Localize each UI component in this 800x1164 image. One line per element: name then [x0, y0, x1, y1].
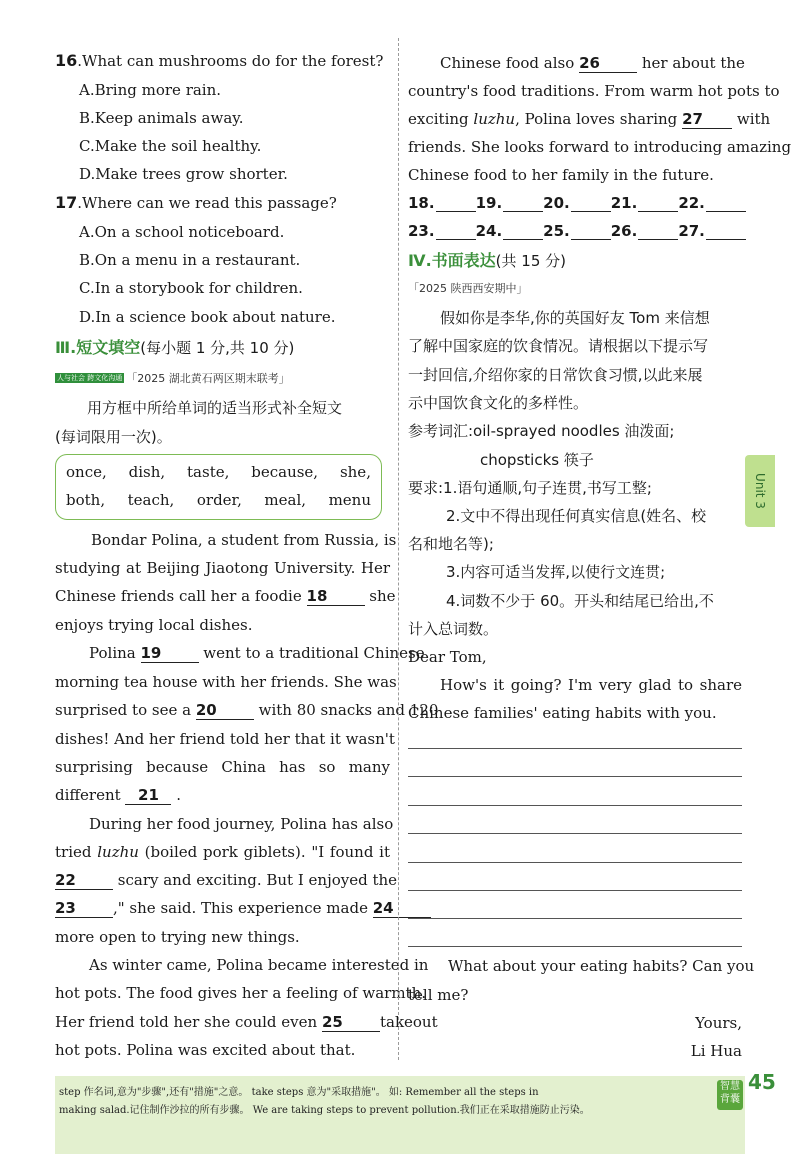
writing-line[interactable]: [408, 748, 742, 749]
writing-line[interactable]: [408, 918, 742, 919]
requirement-line: 4.词数不少于 60。开头和结尾已给出,不: [446, 592, 714, 610]
blank-25[interactable]: 25: [322, 1013, 380, 1032]
word: meal,: [264, 491, 307, 509]
instruction-line2: (每词限用一次)。: [55, 428, 172, 446]
letter-closing: tell me?: [408, 986, 469, 1004]
requirement-line: 要求:1.语句通顺,句子连贯,书写工整;: [408, 479, 652, 497]
section3-source: 「2025 湖北黄石两区期末联考」: [126, 372, 290, 385]
passage-line: dishes! And her friend told her that it wasn't: [55, 730, 395, 748]
writing-line[interactable]: [408, 890, 742, 891]
answer-cell[interactable]: 19.: [476, 194, 544, 212]
word: taste,: [187, 463, 230, 481]
question-number: 16: [55, 51, 78, 70]
word: teach,: [127, 491, 175, 509]
answer-cell[interactable]: 22.: [678, 194, 746, 212]
letter-sign-off: Yours,: [695, 1014, 742, 1032]
passage-line: 23 ," she said. This experience made 24: [55, 897, 390, 919]
blank-20[interactable]: 20: [196, 701, 254, 720]
passage-line: 22 scary and exciting. But I enjoyed the: [55, 871, 398, 889]
writing-line[interactable]: [408, 946, 742, 947]
passage-line: exciting luzhu, Polina loves sharing 27 with: [408, 110, 771, 128]
letter-opening: How's it going? I'm very glad to share: [440, 676, 742, 694]
prompt-line: 了解中国家庭的饮食情况。请根据以下提示写: [408, 337, 709, 355]
passage-line: As winter came, Polina became interested in: [89, 956, 429, 974]
word: both,: [66, 491, 106, 509]
word-row-2: [66, 491, 371, 509]
passage-line: Bondar Polina, a student from Russia, is: [91, 531, 397, 549]
passage-line: Her friend told her she could even 25 takeout: [55, 1013, 438, 1031]
passage-line: surprised to see a 20 with 80 snacks and 120: [55, 701, 439, 719]
section3-source-line: [55, 366, 290, 390]
topic-badge: 人与社会 跨文化沟通: [57, 374, 123, 382]
answer-cell[interactable]: 24.: [476, 222, 544, 240]
passage-line: different 21 .: [55, 786, 182, 804]
passage-line: During her food journey, Polina has also: [89, 815, 394, 833]
option-d: D.In a science book about nature.: [79, 308, 336, 326]
option-c: C.Make the soil healthy.: [79, 137, 262, 155]
page-number: 45: [748, 1070, 776, 1094]
answer-cell[interactable]: 26.: [611, 222, 679, 240]
prompt-line: 一封回信,介绍你家的日常饮食习惯,以此来展: [408, 366, 703, 384]
option-b: B.Keep animals away.: [79, 109, 244, 127]
footer-tip: [55, 1076, 745, 1154]
passage-line: Polina 19 went to a traditional Chinese: [89, 644, 425, 662]
question-16: [55, 50, 383, 72]
section3-title: Ⅲ.短文填空: [55, 338, 141, 357]
section4-heading: [408, 250, 566, 272]
passage-line: hot pots. Polina was excited about that.: [55, 1041, 356, 1059]
word: because,: [251, 463, 319, 481]
blank-27[interactable]: 27: [682, 110, 732, 129]
letter-closing: What about your eating habits? Can you: [448, 957, 755, 975]
requirement-line: 2.文中不得出现任何真实信息(姓名、校: [446, 507, 707, 525]
blank-24[interactable]: 24: [373, 899, 431, 918]
passage-line: Chinese food to her family in the future.: [408, 166, 714, 184]
blank-23[interactable]: 23: [55, 899, 113, 918]
word: dish,: [128, 463, 166, 481]
passage-line: Chinese food also 26 her about the: [440, 54, 745, 72]
letter-opening: Chinese families' eating habits with you.: [408, 704, 717, 722]
writing-line[interactable]: [408, 862, 742, 863]
section4-points: (共 15 分): [495, 252, 566, 270]
prompt-line: 示中国饮食文化的多样性。: [408, 394, 589, 412]
unit-tab[interactable]: [745, 455, 775, 527]
vocab-line: chopsticks 筷子: [480, 451, 594, 469]
blank-19[interactable]: 19: [141, 644, 199, 663]
blank-26[interactable]: 26: [579, 54, 637, 73]
footer-line: step 作名词,意为"步骤",还有"措施"之意。 take steps 意为"采取措施"。 如: Remember all the steps in: [59, 1087, 539, 1098]
section4-source: 「2025 陕西西安期中」: [408, 282, 528, 295]
passage-line: morning tea house with her friends. She was: [55, 673, 397, 691]
vocab-line: 参考词汇:oil-sprayed noodles 油泼面;: [408, 422, 675, 440]
blank-22[interactable]: 22: [55, 871, 113, 890]
passage-line: surprising because China has so many: [55, 758, 390, 776]
requirement-line: 名和地名等);: [408, 535, 494, 553]
section3-heading: [55, 337, 294, 359]
passage-line: Chinese friends call her a foodie 18 she: [55, 587, 396, 605]
question-stem: .Where can we read this passage?: [77, 194, 337, 212]
instruction-line1: 用方框中所给单词的适当形式补全短文: [87, 399, 343, 417]
word: order,: [196, 491, 242, 509]
word: menu: [328, 491, 371, 509]
option-a: A.Bring more rain.: [79, 81, 222, 99]
answer-cell[interactable]: 25.: [543, 222, 611, 240]
letter-greeting: Dear Tom,: [408, 648, 487, 666]
answer-cell[interactable]: 18.: [408, 194, 476, 212]
option-b: B.On a menu in a restaurant.: [79, 251, 301, 269]
word-box: [55, 454, 382, 520]
word: once,: [66, 463, 107, 481]
section3-points: (每小题 1 分,共 10 分): [140, 339, 295, 357]
question-17: [55, 192, 337, 214]
writing-line[interactable]: [408, 805, 742, 806]
writing-line[interactable]: [408, 776, 742, 777]
passage-line: friends. She looks forward to introducing amazing: [408, 138, 792, 156]
blank-21[interactable]: 21: [125, 786, 171, 805]
option-d: D.Make trees grow shorter.: [79, 165, 288, 183]
letter-signature: Li Hua: [690, 1042, 742, 1060]
answer-cell[interactable]: 20.: [543, 194, 611, 212]
answer-cell[interactable]: 27.: [678, 222, 746, 240]
wisdom-badge: 智慧 背囊: [717, 1080, 743, 1110]
question-number: 17: [55, 193, 78, 212]
word: she,: [339, 463, 371, 481]
answer-row-1: [408, 194, 742, 212]
option-c: C.In a storybook for children.: [79, 279, 303, 297]
column-divider: [398, 38, 399, 1060]
passage-line: more open to trying new things.: [55, 928, 300, 946]
prompt-line: 假如你是李华,你的英国好友 Tom 来信想: [440, 309, 710, 327]
writing-line[interactable]: [408, 833, 742, 834]
answer-cell[interactable]: 23.: [408, 222, 476, 240]
question-stem: .What can mushrooms do for the forest?: [77, 52, 384, 70]
passage-line: hot pots. The food gives her a feeling of warmth.: [55, 984, 426, 1002]
passage-line: country's food traditions. From warm hot pots to: [408, 82, 780, 100]
unit-tab-label: Unit 3: [753, 473, 768, 509]
answer-cell[interactable]: 21.: [611, 194, 679, 212]
requirement-line: 计入总词数。: [408, 620, 499, 638]
word-row-1: [66, 463, 371, 481]
option-a: A.On a school noticeboard.: [79, 223, 285, 241]
requirement-line: 3.内容可适当发挥,以使行文连贯;: [446, 563, 666, 581]
answer-row-2: [408, 222, 742, 240]
section4-title: Ⅳ.书面表达: [408, 251, 496, 270]
passage-line: tried luzhu (boiled pork giblets). "I found it: [55, 843, 390, 861]
passage-line: enjoys trying local dishes.: [55, 616, 253, 634]
blank-18[interactable]: 18: [307, 587, 365, 606]
footer-line: making salad.记住制作沙拉的所有步骤。 We are taking steps to prevent pollution.我们正在采取措施防止污染。: [59, 1105, 590, 1116]
passage-line: studying at Beijing Jiaotong University. Her: [55, 559, 390, 577]
